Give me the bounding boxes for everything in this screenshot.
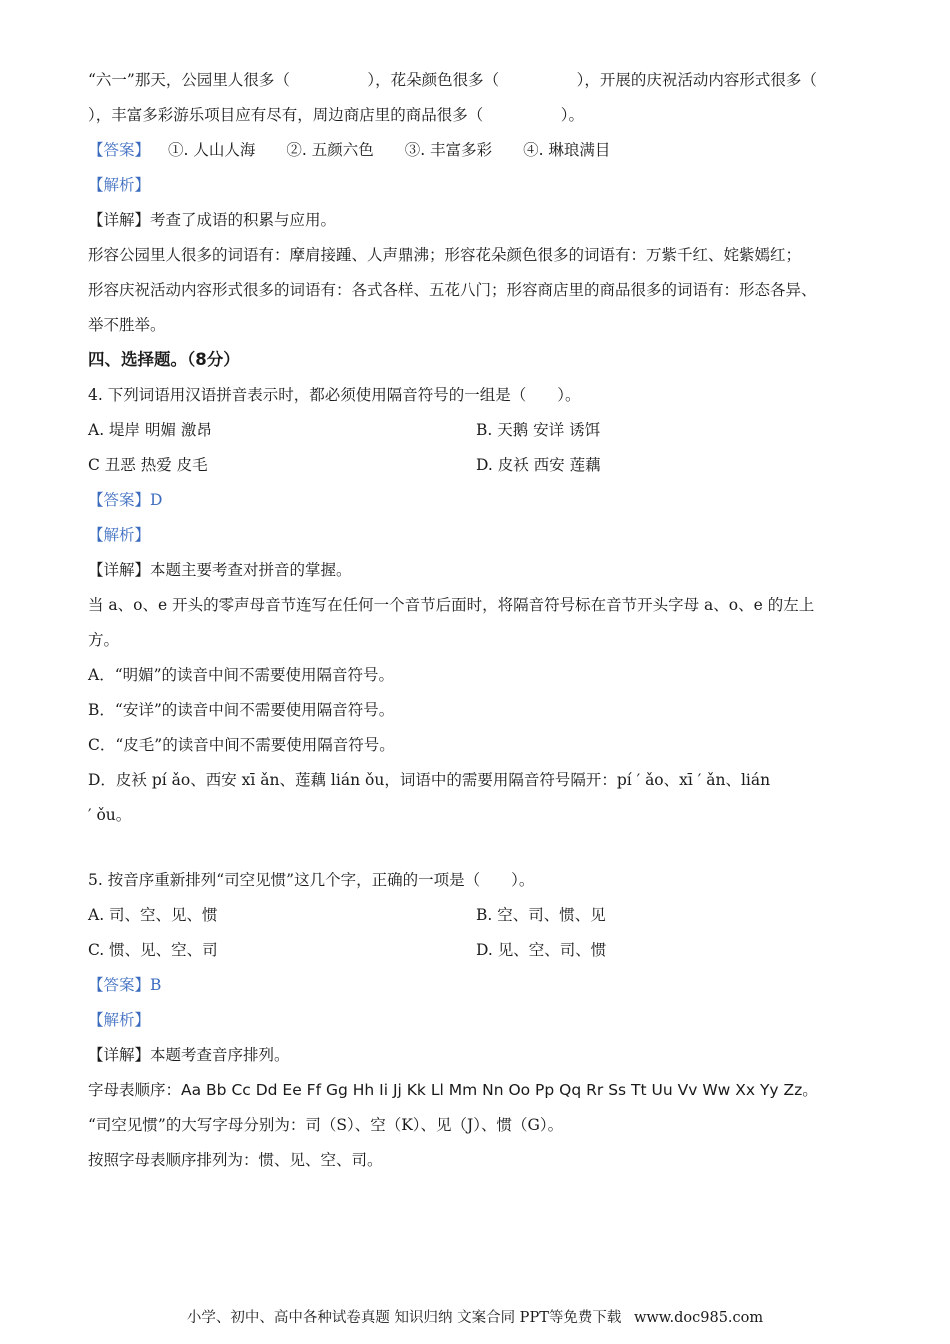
q5-options-row2	[88, 938, 868, 962]
q4-options-row1	[88, 418, 868, 442]
section-heading: 四、选择题。（8分）	[88, 350, 240, 369]
q4-option-b: B. 天鹅 安详 诱饵	[476, 421, 601, 439]
q5-caps-line: “司空见惯”的大写字母分别为：司（S）、空（K）、见（J）、惯（G）。	[88, 1116, 564, 1134]
q4-detail: 【详解】本题主要考查对拼音的掌握。	[88, 561, 352, 579]
footer-text: 小学、初中、高中各种试卷真题 知识归纳 文案合同 PPT等免费下载	[186, 1310, 622, 1326]
q3-analysis-label: 【解析】	[88, 176, 151, 194]
q3-explanation-line3: 举不胜举。	[88, 316, 166, 334]
answer-value: B	[150, 976, 162, 994]
q4-explanation-c: C．“皮毛”的读音中间不需要使用隔音符号。	[88, 736, 395, 754]
q4-explanation-a: A．“明媚”的读音中间不需要使用隔音符号。	[88, 666, 395, 684]
alphabet-sequence: Aa Bb Cc Dd Ee Ff Gg Hh Ii Jj Kk Ll Mm Nn Oo Pp Qq Rr Ss Tt Uu Vv Ww Xx Yy Zz。	[181, 1081, 818, 1099]
q4-stem: 4. 下列词语用汉语拼音表示时，都必须使用隔音符号的一组是（ ）。	[88, 386, 581, 404]
q3-detail: 【详解】考查了成语的积累与应用。	[88, 211, 337, 229]
answer-label: 【答案】	[88, 141, 151, 159]
alphabet-label: 字母表顺序：	[88, 1081, 182, 1099]
page-footer	[0, 1306, 950, 1327]
spacer	[88, 838, 868, 868]
q5-analysis-label: 【解析】	[88, 1011, 151, 1029]
q5-stem: 5. 按音序重新排列“司空见惯”这几个字，正确的一项是（ ）。	[88, 871, 535, 889]
q4-explanation-b: B．“安详”的读音中间不需要使用隔音符号。	[88, 701, 395, 719]
q3-text-line1: “六一”那天，公园里人很多（ ），花朵颜色很多（ ），开展的庆祝活动内容形式很多（	[88, 71, 817, 89]
answer-value: ①. 人山人海 ②. 五颜六色 ③. 丰富多彩 ④. 琳琅满目	[168, 141, 611, 159]
q3-explanation-line2: 形容庆祝活动内容形式很多的词语有：各式各样、五花八门；形容商店里的商品很多的词语有：形态各异、	[88, 281, 817, 299]
q4-option-c: C 丑恶 热爱 皮毛	[88, 456, 208, 474]
q5-order-line: 按照字母表顺序排列为：惯、见、空、司。	[88, 1151, 383, 1169]
q4-options-row2	[88, 453, 868, 477]
q4-analysis-label: 【解析】	[88, 526, 151, 544]
q3-explanation-line1: 形容公园里人很多的词语有：摩肩接踵、人声鼎沸；形容花朵颜色很多的词语有：万紫千红、姹紫嫣红；	[88, 246, 802, 264]
q5-option-c: C. 惯、见、空、司	[88, 941, 218, 959]
answer-value: D	[150, 491, 163, 509]
document-body	[88, 68, 868, 1183]
q3-text-line2: ），丰富多彩游乐项目应有尽有，周边商店里的商品很多（ ）。	[88, 106, 585, 124]
q3-answer	[88, 138, 868, 162]
answer-label: 【答案】	[88, 491, 151, 509]
q4-option-a: A. 堤岸 明媚 激昂	[88, 421, 212, 439]
q4-answer	[88, 488, 868, 512]
q5-option-a: A. 司、空、见、惯	[88, 906, 218, 924]
q4-explanation-d-line1: D．皮袄 pí ǎo、西安 xī ǎn、莲藕 lián ǒu，词语中的需要用隔音符号隔开：pí ′ ǎo、xī ′ ǎn、lián	[88, 771, 771, 789]
q5-alphabet-line	[88, 1078, 868, 1102]
q4-rule-line1: 当 a、o、e 开头的零声母音节连写在任何一个音节后面时，将隔音符号标在音节开头字母 a、o、e 的左上	[88, 596, 815, 614]
answer-label: 【答案】	[88, 976, 151, 994]
q5-option-d: D. 见、空、司、惯	[476, 941, 607, 959]
q4-rule-line2: 方。	[88, 631, 120, 649]
q5-detail: 【详解】本题考查音序排列。	[88, 1046, 290, 1064]
q4-option-d: D. 皮袄 西安 莲藕	[476, 456, 601, 474]
q5-options-row1	[88, 903, 868, 927]
q5-answer	[88, 973, 868, 997]
q4-explanation-d-line2: ′ ǒu。	[88, 806, 132, 824]
footer-url[interactable]: www.doc985.com	[633, 1310, 764, 1326]
q5-option-b: B. 空、司、惯、见	[476, 906, 606, 924]
